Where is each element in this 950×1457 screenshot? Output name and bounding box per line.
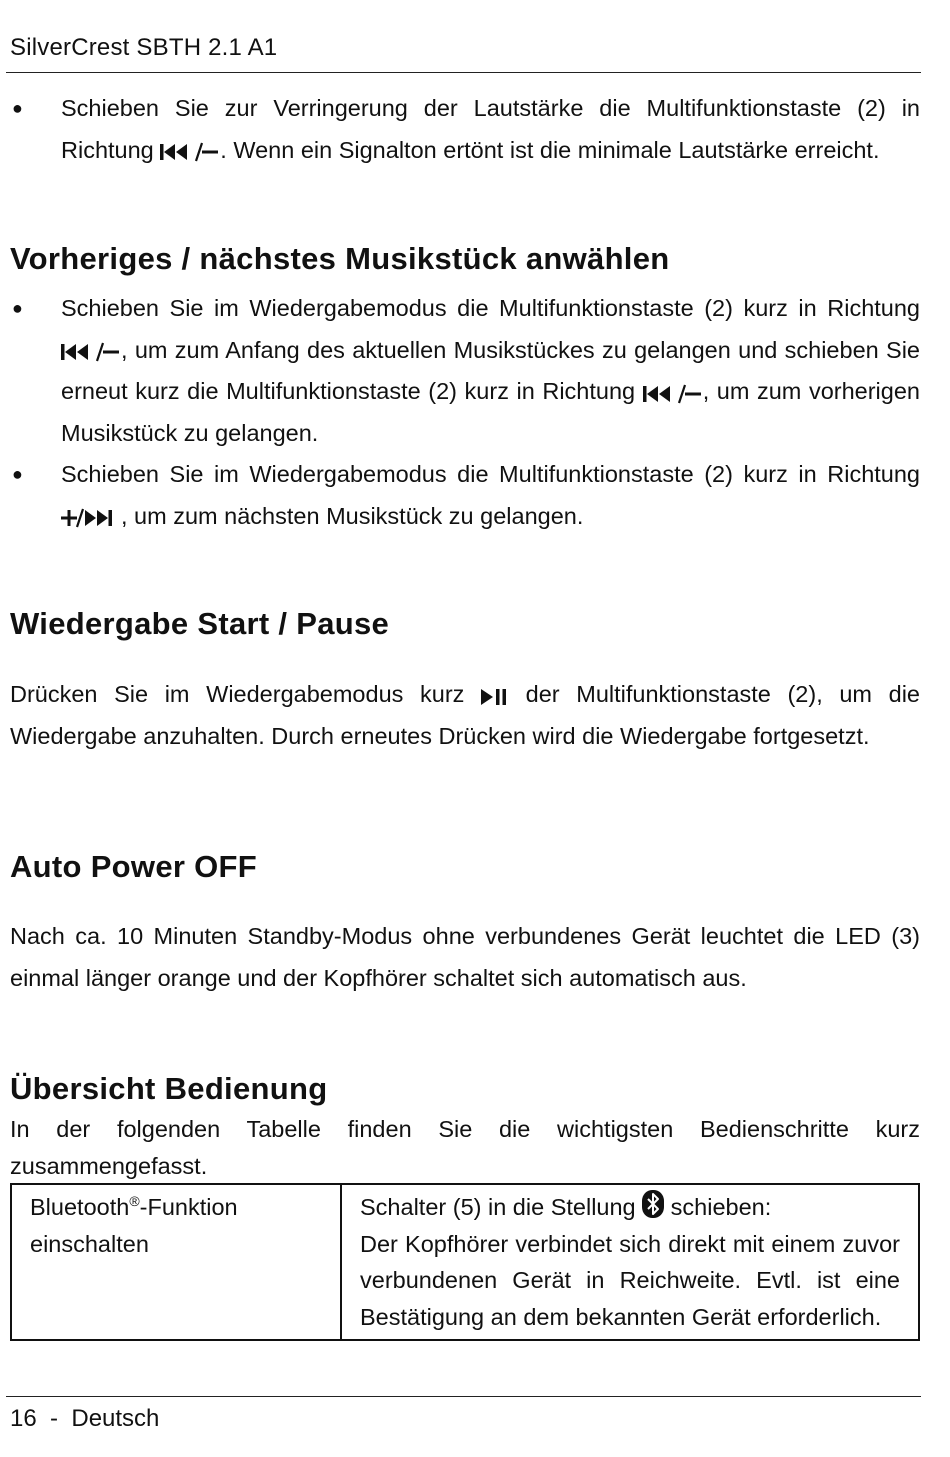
footer-divider — [6, 1396, 921, 1397]
track-list-block — [10, 288, 920, 537]
skip-back-minus-icon — [160, 140, 220, 164]
header-divider — [6, 72, 921, 73]
play-text-block — [10, 674, 920, 757]
table-cell-action: Schalter (5) in die Stellung schieben: Der Kopfhörer verbindet sich direkt mit einem zuvor verbundenen Gerät in Reichweite. Evtl. ist eine Bestätigung an dem bekannten Gerät erforderlich. — [341, 1184, 919, 1340]
volume-down-list — [10, 88, 920, 171]
play-section — [10, 605, 920, 643]
section-heading: Vorheriges / nächstes Musikstück anwählen — [10, 241, 670, 276]
paragraph: Nach ca. 10 Minuten Standby-Modus ohne verbundenes Gerät leuchtet die LED (3) einmal länger orange und der Kopfhörer schaltet sich automatisch aus. — [10, 923, 920, 991]
table-row — [11, 1184, 919, 1340]
track-section — [10, 240, 920, 278]
list-item: ● Schieben Sie im Wiedergabemodus die Multifunktionstaste (2) kurz in Richtung , um zum nächsten Musikstück zu gelangen. — [10, 454, 920, 537]
auto-off-text-block — [10, 916, 920, 999]
page-footer: 16 - Deutsch — [10, 1405, 160, 1432]
bullet-icon: ● — [12, 98, 23, 118]
overview-intro-block — [10, 1111, 920, 1185]
section-heading: Wiedergabe Start / Pause — [10, 606, 390, 641]
bullet-icon: ● — [12, 298, 23, 318]
bullet-icon: ● — [12, 464, 23, 484]
section-heading: Auto Power OFF — [10, 849, 258, 884]
plus-skip-forward-icon — [61, 506, 121, 530]
skip-back-minus-icon — [61, 340, 121, 364]
list-item: ● Schieben Sie im Wiedergabemodus die Multifunktionstaste (2) kurz in Richtung , um zum Anfang des aktuellen Musikstückes zu gelangen und schieben Sie erneut kurz die Multifunktionstaste (2) kurz in Richtung , um zum vorherigen Musikstück zu gelangen. — [10, 288, 920, 454]
table-cell-function: Bluetooth®-Funktion einschalten — [11, 1184, 341, 1340]
track-list — [10, 288, 920, 537]
overview-table — [10, 1183, 920, 1341]
auto-off-section — [10, 848, 920, 886]
paragraph: Drücken Sie im Wiedergabemodus kurz der Multifunktionstaste (2), um die Wiedergabe anzuhalten. Durch erneutes Drücken wird die Wiedergabe fortgesetzt. — [10, 681, 920, 749]
document-header-title: SilverCrest SBTH 2.1 A1 — [10, 34, 278, 61]
skip-back-minus-icon — [643, 381, 703, 405]
paragraph: In der folgenden Tabelle finden Sie die wichtigsten Bedienschritte kurz zusammengefasst. — [10, 1116, 920, 1179]
list-item: ● Schieben Sie zur Verringerung der Lautstärke die Multifunktionstaste (2) in Richtung . Wenn ein Signalton ertönt ist die minimale Lautstärke erreicht. — [10, 88, 920, 171]
play-pause-icon — [481, 684, 509, 708]
section-heading: Übersicht Bedienung — [10, 1071, 328, 1106]
overview-section — [10, 1070, 920, 1108]
volume-down-block — [10, 88, 920, 171]
bluetooth-icon — [642, 1190, 664, 1221]
